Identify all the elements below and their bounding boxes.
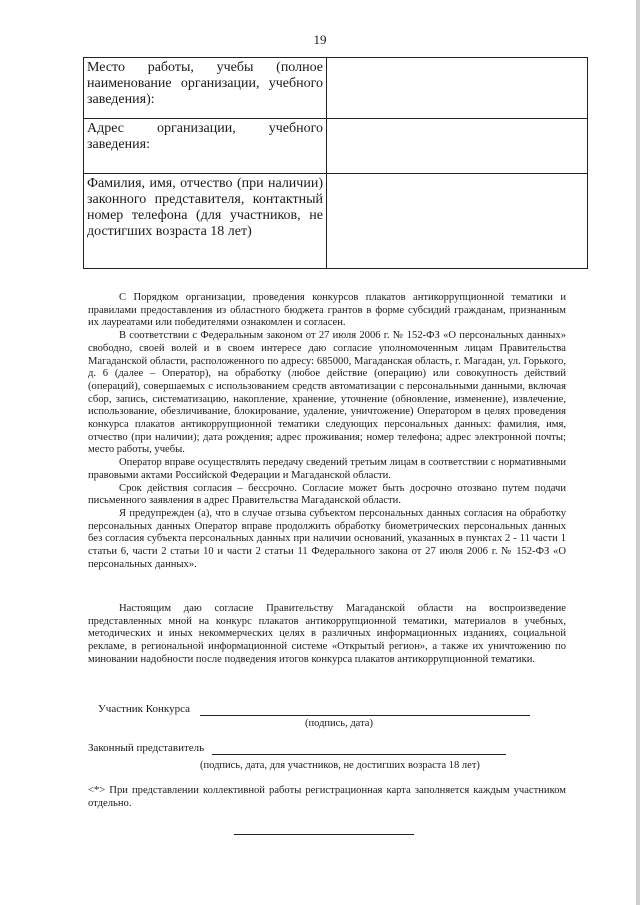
paragraph-warning: Я предупрежден (а), что в случае отзыва субъектом персональных данных согласия на обработку персональных данных Оператор вправе продолжить обработку биометрических персональных данных без согласия субъекта персональных данных при наличии оснований, указанных в пунктах 2 - 11 части 1 статьи 6, части 2 статьи 10 и части 2 статьи 11 Федерального закона от 27 июля 2006 г. № 152-ФЗ «О персональных данных». (88, 507, 566, 570)
participant-caption: (подпись, дата) (305, 718, 373, 729)
footnote: <*> При представлении коллективной работы регистрационная карта заполняется каждым участником отдельно. (88, 785, 566, 809)
address-field[interactable] (327, 119, 588, 174)
registration-table (83, 57, 588, 269)
table-row (84, 58, 588, 119)
participant-label: Участник Конкурса (98, 703, 191, 715)
paragraph-reproduction: Настоящим даю согласие Правительству Магаданской области на воспроизведение представленных мной на конкурс плакатов антикоррупционной тематики, материалов в учебных, методических и иных некоммерческих целях в различных информационных изданиях, социальной рекламе, в региональной информационной системе «Открытый регион», а также их уничтожению по миновании надобности после подведения итогов конкурса плакатов антикоррупционной тематики. (88, 603, 566, 665)
representative-caption: (подпись, дата, для участников, не достигших возраста 18 лет) (200, 760, 480, 771)
paragraph-third-parties: Оператор вправе осуществлять передачу сведений третьим лицам в соответствии с нормативными правовыми актами Российской Федерации и Магаданской области. (88, 457, 566, 481)
representative-info-field[interactable] (327, 174, 588, 269)
address-label: Адрес организации, учебного заведения: (84, 119, 327, 174)
representative-info-label: Фамилия, имя, отчество (при наличии) законного представителя, контактный номер телефона (для участников, не достигших возраста 18 лет) (84, 174, 327, 269)
paragraph-validity: Срок действия согласия – бессрочно. Согласие может быть досрочно отозвано путем подачи письменного заявления в адрес Правительства Магаданской области. (88, 482, 566, 507)
table-row (84, 119, 588, 174)
scan-edge (636, 0, 640, 905)
paragraph-regulations: С Порядком организации, проведения конкурсов плакатов антикоррупционной тематики и правилами предоставления из областного бюджета грантов в форме субсидий гражданам, признанным их лауреатами или победителями ознакомлен и согласен. (88, 292, 566, 329)
consent-body (88, 292, 566, 571)
representative-label: Законный представитель (88, 742, 205, 754)
table-row (84, 174, 588, 269)
representative-signature-line[interactable] (212, 741, 506, 755)
paragraph-personal-data: В соответствии с Федеральным законом от 27 июля 2006 г. № 152-ФЗ «О персональных данных» свободно, своей волей и в своем интересе даю согласие уполномоченным лицам Правительства Магаданской области, расположенного по адресу: 685000, Магаданская область, г. Магадан, ул. Горького, д. 6 (далее – Оператор), на обработку (любое действие (операцию) или совокупность действий (операций), совершаемых с использованием средств автоматизации с персональными данными, включая сбор, запись, систематизацию, накопление, хранение, уточнение (обновление, изменение), извлечение, использование, обезличивание, блокирование, удаление, уничтожение) Оператором в целях проведения конкурса плакатов антикоррупционной тематики следующих персональных данных: фамилия, имя, отчество (при наличии); дата рождения; адрес проживания; номер телефона; адрес электронной почты; место работы, учебы. (88, 330, 566, 456)
participant-signature-line[interactable] (200, 702, 530, 716)
workplace-label: Место работы, учебы (полное наименование организации, учебного заведения): (84, 58, 327, 119)
reproduction-consent (88, 603, 566, 667)
workplace-field[interactable] (327, 58, 588, 119)
page-number: 19 (313, 32, 327, 47)
end-rule (234, 834, 414, 835)
